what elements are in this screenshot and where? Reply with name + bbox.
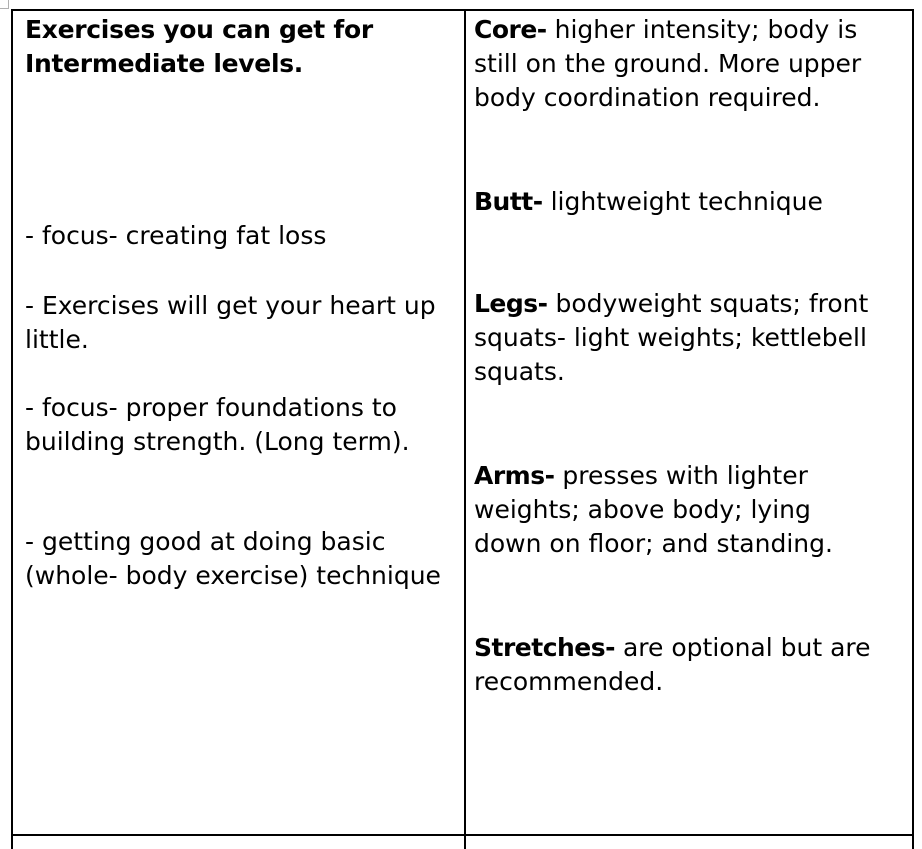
table-heading: Exercises you can get for Intermediate levels. (25, 15, 373, 78)
point-fat-loss: - focus- creating fat loss (25, 221, 327, 250)
page-corner-mark (0, 0, 9, 9)
stretches-label: Stretches- (474, 633, 616, 662)
arms-text: presses with lighter weights; above body; lying down on floor; and standing. (474, 461, 833, 558)
butt-entry (474, 185, 823, 219)
stretches-entry (474, 631, 904, 699)
legs-text: bodyweight squats; front squats- light weights; kettlebell squats. (474, 289, 869, 386)
arms-entry (474, 459, 884, 561)
row-divider (13, 834, 912, 836)
core-text: higher intensity; body is still on the ground. More upper body coordination required. (474, 15, 862, 112)
column-divider (464, 11, 466, 849)
point-technique: - getting good at doing basic (whole- body exercise) technique (25, 527, 441, 590)
legs-label: Legs- (474, 289, 548, 318)
stretches-text: are optional but are recommended. (474, 633, 871, 696)
core-entry (474, 13, 904, 115)
point-foundations: - focus- proper foundations to building strength. (Long term). (25, 393, 410, 456)
exercise-table (11, 9, 914, 849)
butt-text: lightweight technique (542, 187, 823, 216)
arms-label: Arms- (474, 461, 555, 490)
point-heart-rate: - Exercises will get your heart up little. (25, 291, 436, 354)
legs-entry (474, 287, 904, 389)
butt-label: Butt- (474, 187, 543, 216)
core-label: Core- (474, 15, 547, 44)
